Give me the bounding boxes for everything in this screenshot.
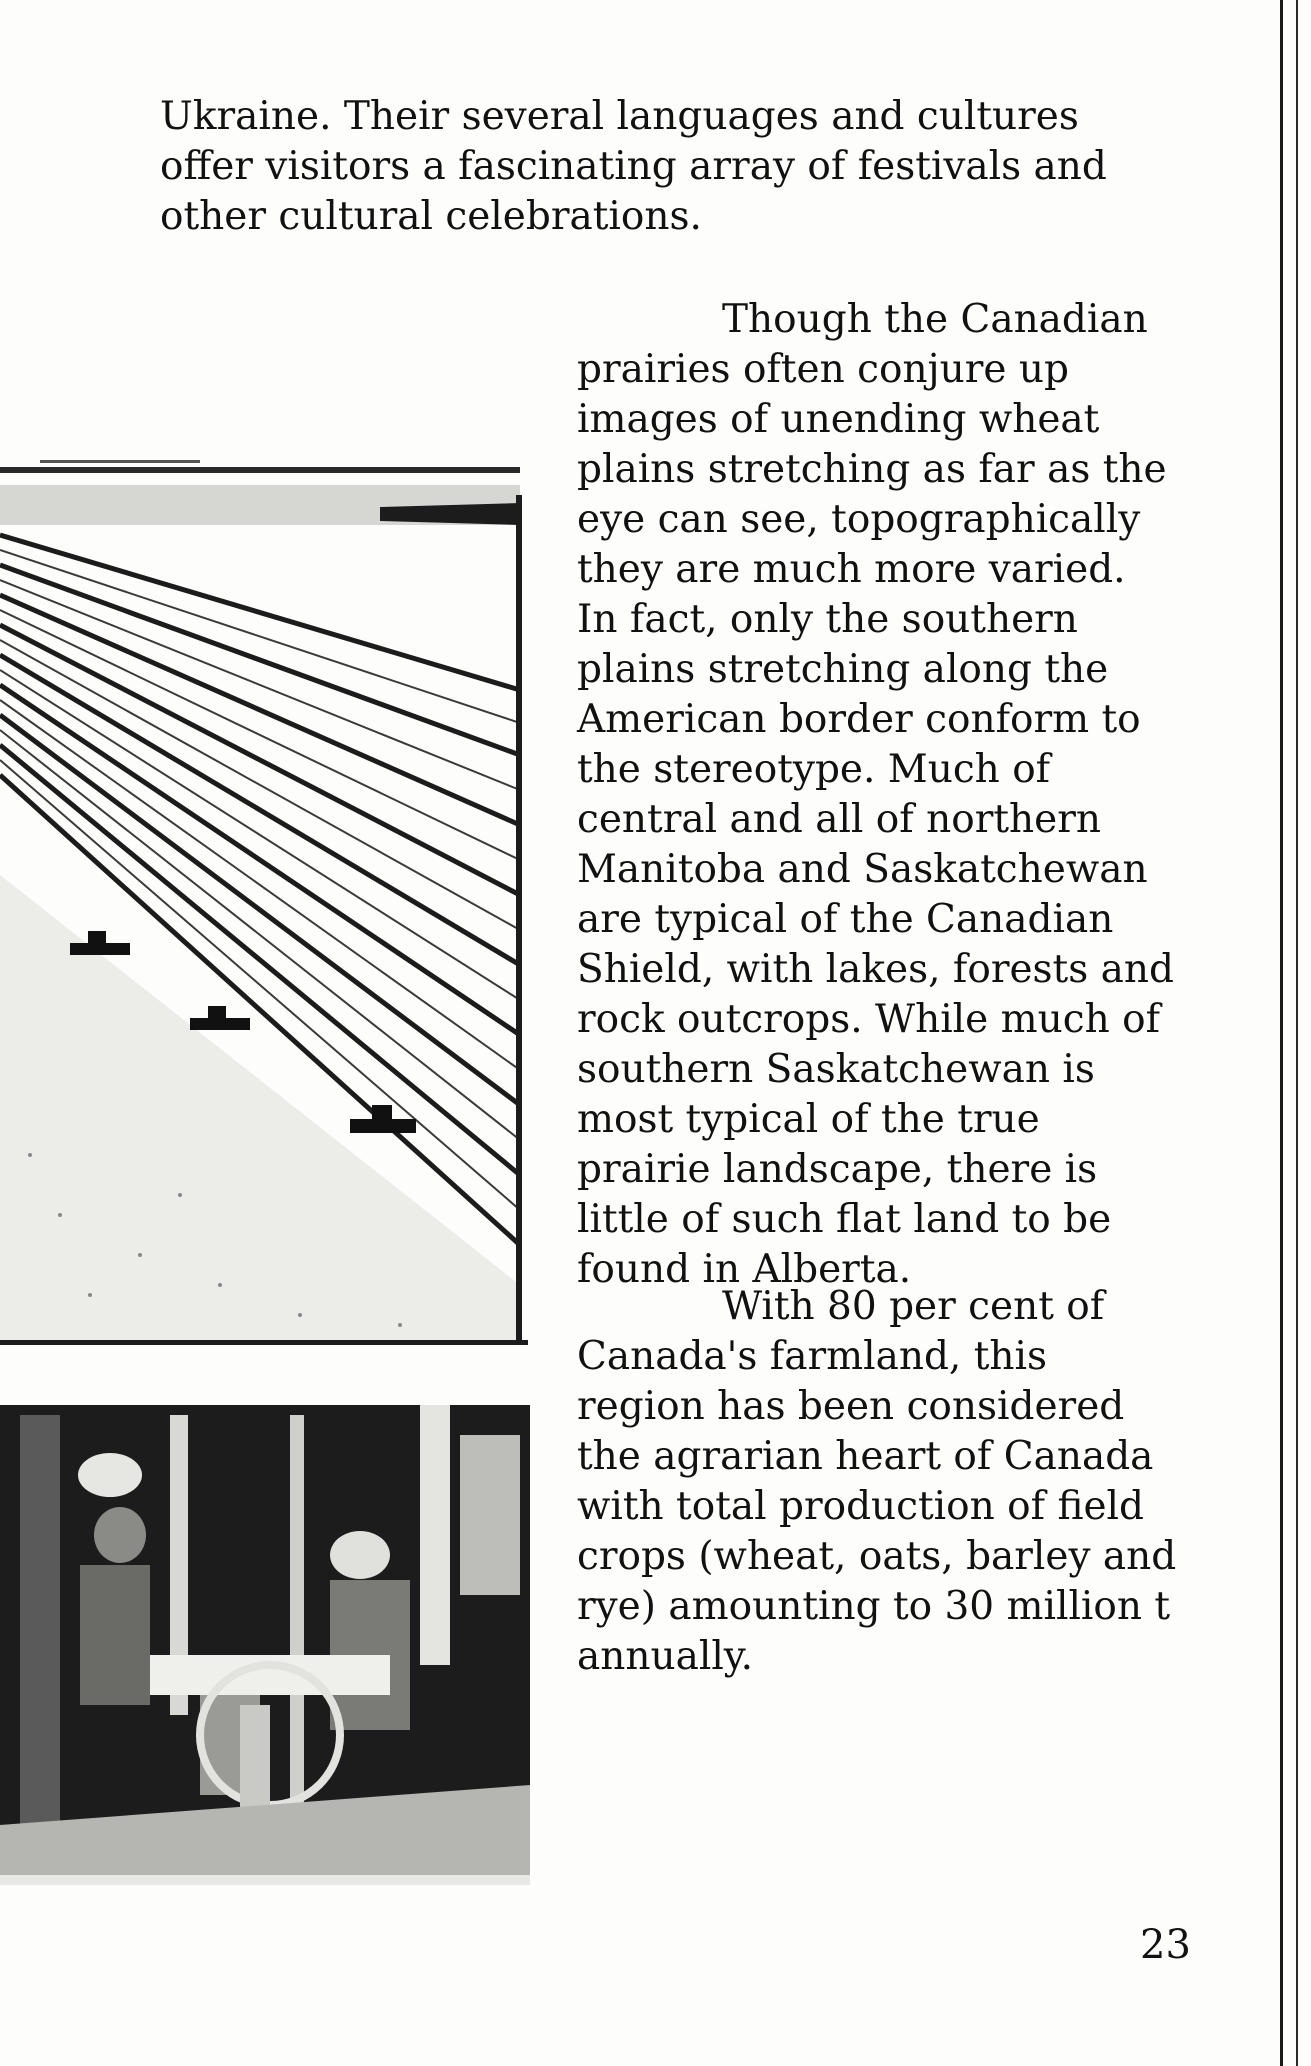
binding-edge-line-inner [1296, 0, 1298, 2066]
body-paragraph-farmland: With 80 per cent of Canada's farmland, this region has been considered the agrarian heart of Canada with total production of field crops (wheat, oats, barley and rye) amounting to 30 million t annually. [577, 1284, 1177, 1679]
oil-rig-workers-photo [0, 1405, 530, 1885]
intro-paragraph: Ukraine. Their several languages and cultures offer visitors a fascinating array of festivals and other cultural celebrations. [160, 94, 1107, 239]
binding-edge-line [1280, 0, 1283, 2066]
body-paragraph-prairies: Though the Canadian prairies often conjure up images of unending wheat plains stretching as far as the eye can see, topographically they are much more varied. In fact, only the southern plains stretching along the American border conform to the stereotype. Much of central and all of northern Manitoba and Saskatchewan are typical of the Canadian Shield, with lakes, forests and rock outcrops. While much of southern Saskatchewan is most typical of the true prairie landscape, there is little of such flat land to be found in Alberta. [577, 297, 1174, 1292]
page-number: 23 [1140, 1922, 1191, 1968]
wheat-field-harvest-photo [0, 455, 528, 1345]
